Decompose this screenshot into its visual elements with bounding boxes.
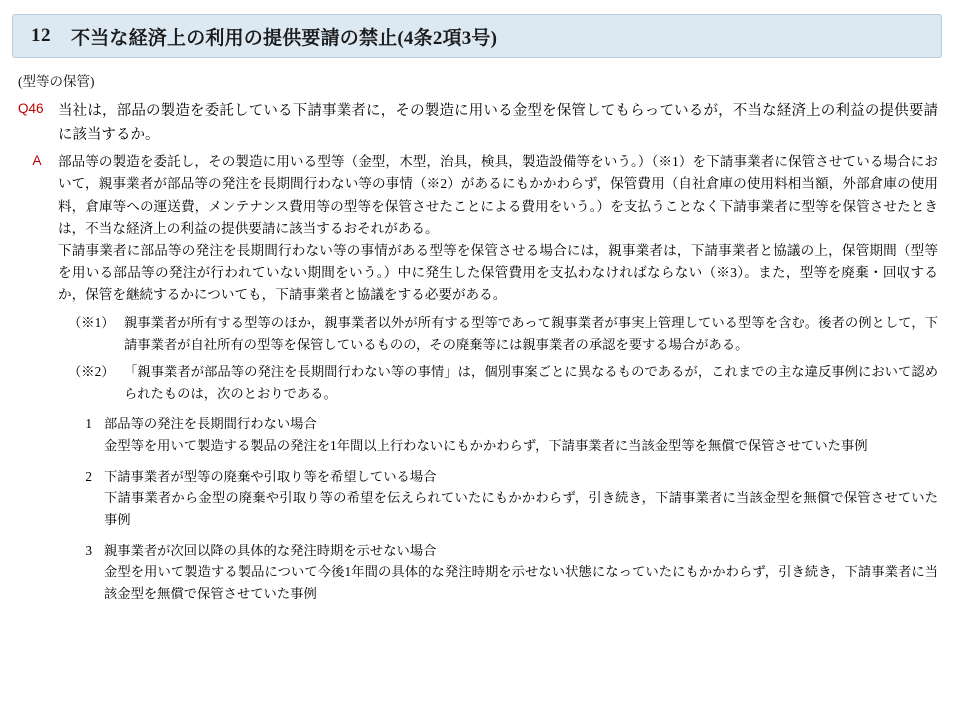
list-item <box>58 540 938 605</box>
list-item-content <box>104 540 938 605</box>
list-item-content <box>104 413 938 456</box>
question-text: 当社は，部品の製造を委託している下請事業者に，その製造に用いる金型を保管してもらっているが，不当な経済上の利益の提供要請に該当するか。 <box>58 103 938 143</box>
list-item-number: 3 <box>85 542 92 558</box>
note-1-mark: （※1） <box>68 315 115 331</box>
list-item <box>58 413 938 456</box>
list-item-detail: 下請事業者から金型の廃棄や引取り等の希望を伝えられていたにもかかわらず，引き続き，下請事業者に当該金型を無償で保管させていた事例 <box>104 490 938 528</box>
list-item <box>58 466 938 531</box>
note-2-text: 「親事業者が部品等の発注を長期間行わない等の事情」は，個別事案ごとに異なるものであるが，これまでの主な違反事例において認められたものは，次のとおりである。 <box>124 364 938 401</box>
list-item-lead: 部品等の発注を長期間行わない場合 <box>104 416 317 432</box>
question-block <box>16 100 938 147</box>
answer-tag: A <box>32 153 42 169</box>
list-item-number: 2 <box>85 468 92 484</box>
note-2-mark: （※2） <box>68 364 115 380</box>
document-page <box>0 14 954 714</box>
answer-block <box>16 151 938 605</box>
list-item-detail: 金型等を用いて製造する製品の発注を1年間以上行わないにもかかわらず，下請事業者に当該金型等を無償で保管させていた事例 <box>104 438 868 454</box>
list-item-number: 1 <box>85 416 92 432</box>
section-header-banner <box>12 14 942 58</box>
section-number: 12 <box>31 25 51 46</box>
list-item-lead: 親事業者が次回以降の具体的な発注時期を示せない場合 <box>104 542 437 558</box>
answer-paragraph-2: 下請事業者に部品等の発注を長期間行わない等の事情がある型等を保管させる場合には，親事業者は，下請事業者と協議の上，保管期間（型等を用いる部品等の発注が行われていない期間をいう。）中に発生した保管費用を支払わなければならない（※3）。また，型等を廃棄・回収するか，保管を継続するかについても，下請事業者と協議をする必要がある。 <box>58 242 938 303</box>
document-body <box>0 58 954 605</box>
answer-body <box>58 151 938 605</box>
note-2 <box>58 361 938 404</box>
list-item-lead: 下請事業者が型等の廃棄や引取り等を希望している場合 <box>104 468 437 484</box>
section-title: 不当な経済上の利用の提供要請の禁止(4条2項3号) <box>71 27 498 49</box>
answer-paragraph-1: 部品等の製造を委託し，その製造に用いる型等（金型，木型，治具，検具，製造設備等をいう。）（※1）を下請事業者に保管させている場合において，親事業者が部品等の発注を長期間行わない等の事情（※2）があるにもかかわらず，保管費用（自社倉庫の使用料相当額，外部倉庫の使用料，倉庫等への運送費，メンテナンス費用等の型等を保管させたことによる費用をいう。）を支払うことなく下請事業者に型等を保管させたときは，不当な経済上の利益の提供要請に該当するおそれがある。 <box>58 154 938 236</box>
list-item-content <box>104 466 938 531</box>
note-1-text: 親事業者が所有する型等のほか，親事業者以外が所有する型等であって親事業者が事実上管理している型等を含む。後者の例として，下請事業者が自社所有の型等を保管しているものの，その廃棄等には親事業者の承認を要する場合がある。 <box>124 315 938 352</box>
question-tag: Q46 <box>18 101 44 117</box>
subsection-label: (型等の保管) <box>18 74 95 89</box>
numbered-list <box>58 413 938 604</box>
note-1 <box>58 312 938 355</box>
list-item-detail: 金型を用いて製造する製品について今後1年間の具体的な発注時期を示せない状態になっていたにもかかわらず，引き続き，下請事業者に当該金型を無償で保管させていた事例 <box>104 564 938 602</box>
